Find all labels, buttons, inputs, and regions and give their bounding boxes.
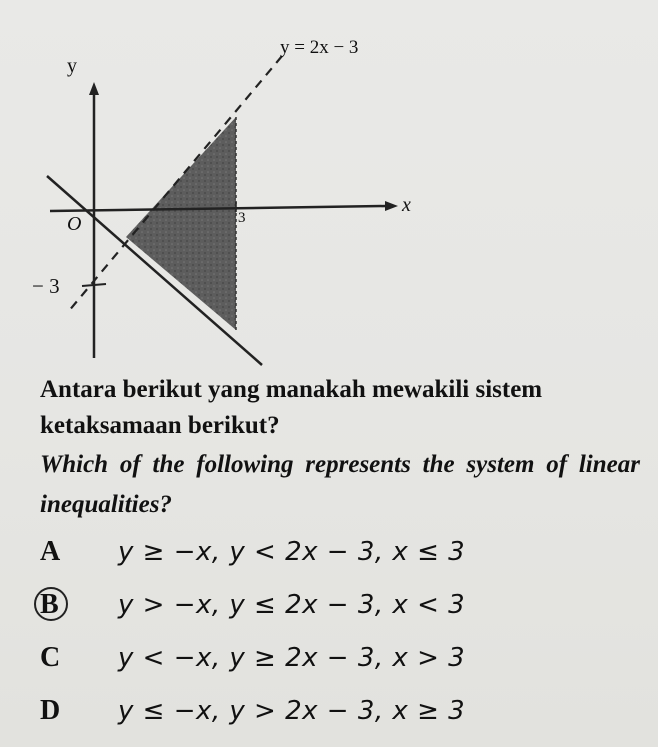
origin-label: O <box>67 213 82 235</box>
option-a-text: y ≥ −x, y < 2x − 3, x ≤ 3 <box>118 536 466 567</box>
option-c[interactable] <box>40 631 640 684</box>
x-axis-arrow <box>385 201 398 211</box>
line-equation-label: y = 2x − 3 <box>280 37 359 58</box>
option-b-text: y > −x, y ≤ 2x − 3, x < 3 <box>118 589 466 620</box>
x-tick-label: 3 <box>238 210 246 226</box>
question-english: Which of the following represents the system of linear inequalities? <box>40 450 640 518</box>
y-tick-label: − 3 <box>32 274 60 298</box>
y-axis-arrow <box>89 82 99 95</box>
answer-options <box>40 525 640 737</box>
option-a-letter: A <box>40 535 61 567</box>
option-d-text: y ≤ −x, y > 2x − 3, x ≥ 3 <box>118 695 466 726</box>
option-a[interactable] <box>40 525 640 578</box>
option-c-letter: C <box>40 641 61 673</box>
option-d[interactable] <box>40 684 640 737</box>
y-axis-label: y <box>67 55 77 77</box>
option-c-text: y < −x, y ≥ 2x − 3, x > 3 <box>118 642 466 673</box>
option-b-letter: B <box>40 589 118 621</box>
question-block <box>40 372 640 535</box>
x-axis-label: x <box>402 194 411 216</box>
y-tick-minus-3 <box>82 284 106 286</box>
question-malay: Antara berikut yang manakah mewakili sistem ketaksamaan berikut? <box>40 376 543 440</box>
shaded-region <box>126 117 236 330</box>
option-d-letter: D <box>40 694 61 726</box>
option-b[interactable] <box>40 578 640 631</box>
